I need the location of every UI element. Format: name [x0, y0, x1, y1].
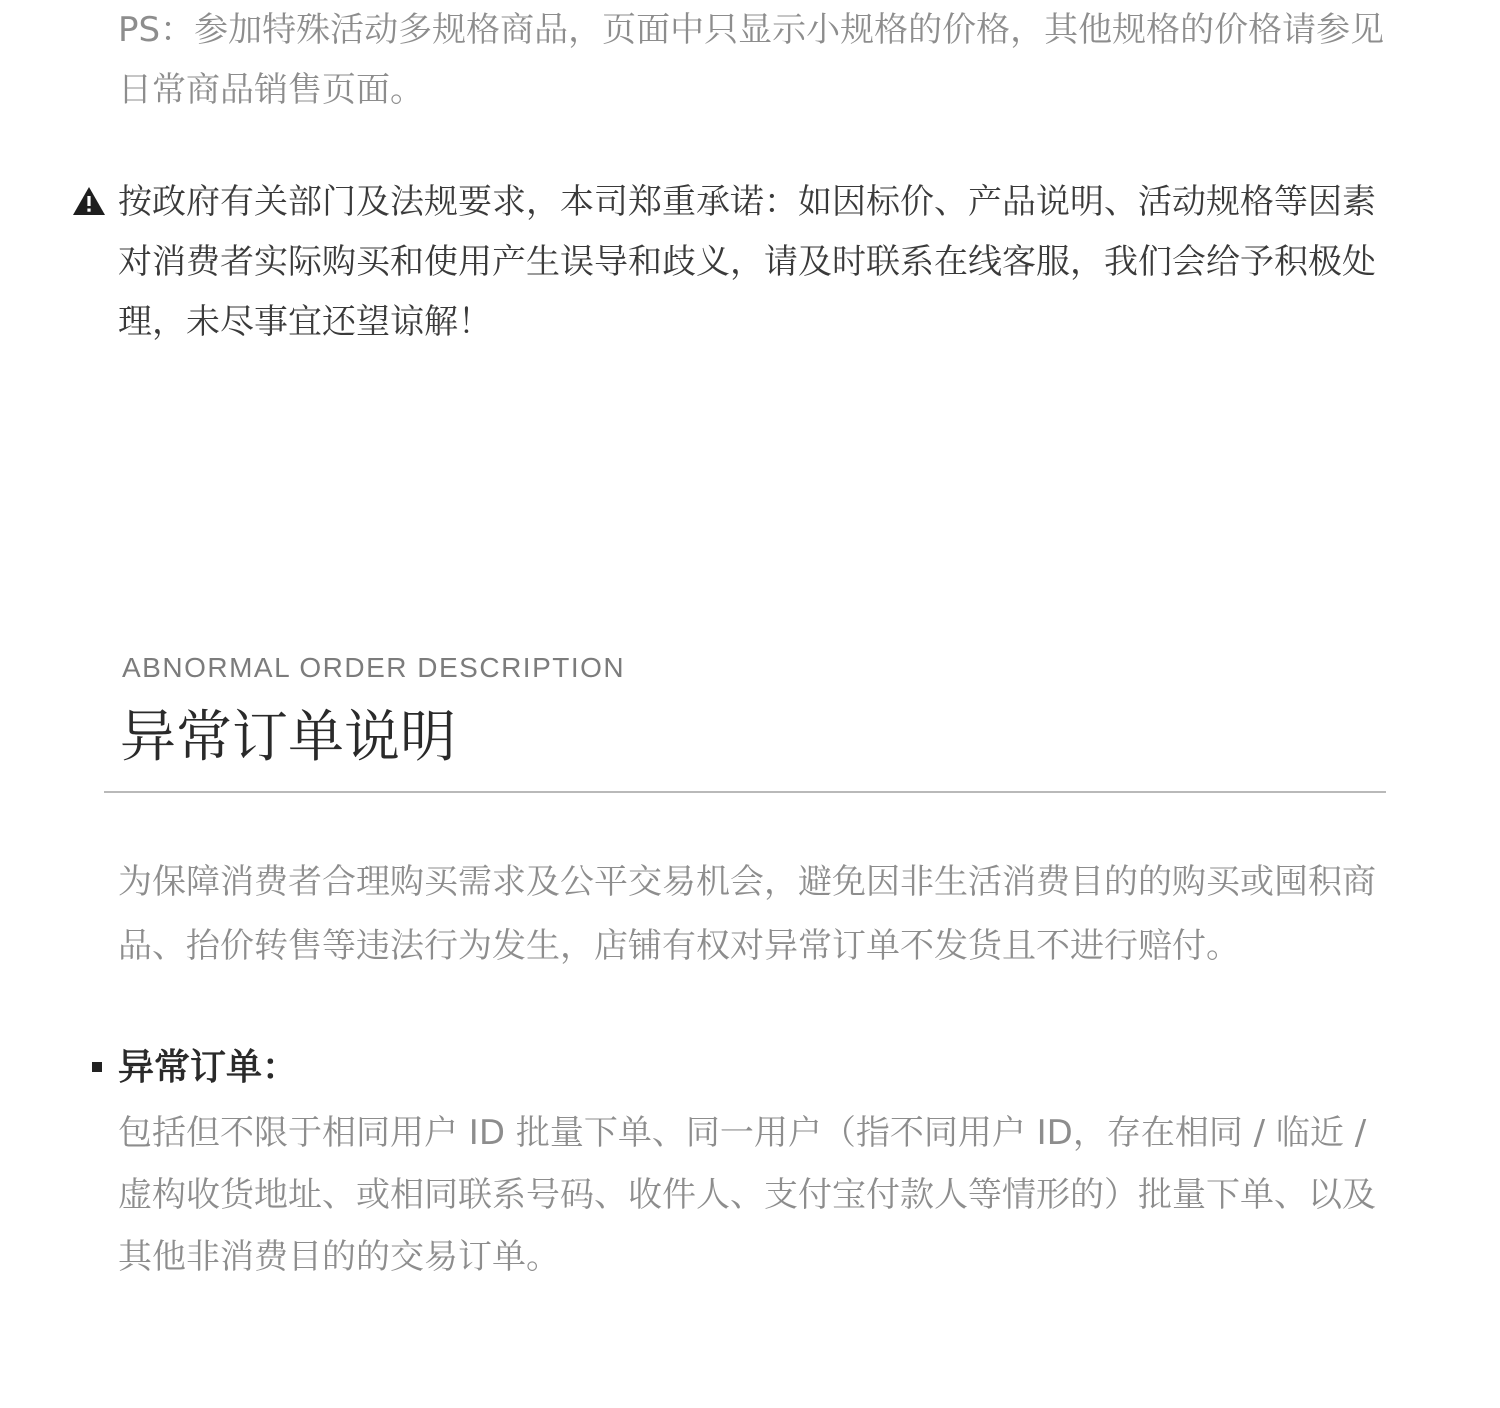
- section-title-en: ABNORMAL ORDER DESCRIPTION: [122, 652, 626, 683]
- ps-note: PS：参加特殊活动多规格商品，页面中只显示小规格的价格，其他规格的价格请参见日常商品销售页面。: [118, 10, 1385, 110]
- bullet-item-title: 异常订单：: [118, 1047, 299, 1088]
- section-divider: [104, 791, 1386, 793]
- square-bullet-icon: [92, 1062, 102, 1072]
- warning-triangle-icon: [72, 186, 106, 216]
- warning-block: [72, 172, 1392, 352]
- warning-text: 按政府有关部门及法规要求，本司郑重承诺：如因标价、产品说明、活动规格等因素对消费者实际购买和使用产生误导和歧义，请及时联系在线客服，我们会给予积极处理，未尽事宜还望谅解！: [118, 182, 1376, 342]
- section-intro: 为保障消费者合理购买需求及公平交易机会，避免因非生活消费目的的购买或囤积商品、抬价转售等违法行为发生，店铺有权对异常订单不发货且不进行赔付。: [118, 862, 1376, 966]
- bullet-item-detail: 包括但不限于相同用户 ID 批量下单、同一用户（指不同用户 ID，存在相同 / 临近 / 虚构收货地址、或相同联系号码、收件人、支付宝付款人等情形的）批量下单、以及其他非消费目的的交易订单。: [118, 1113, 1376, 1277]
- section-title: 异常订单说明: [120, 705, 456, 770]
